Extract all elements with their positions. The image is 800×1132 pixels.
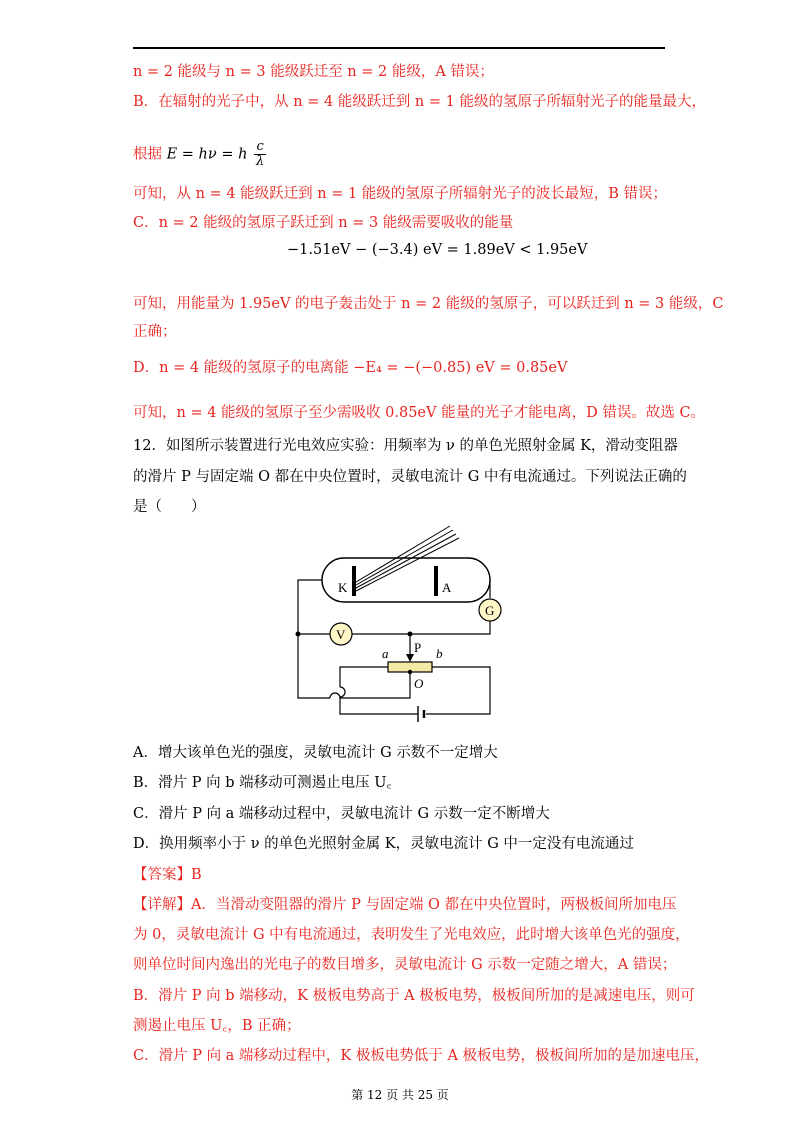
formula-fraction — [254, 140, 266, 169]
option-b: B．滑片 P 向 b 端移动可测遏止电压 U꜀ — [133, 775, 392, 791]
header-rule — [133, 47, 665, 49]
solution-line: 可知，从 n = 4 能级跃迁到 n = 1 能级的氢原子所辐射光子的波长最短，B 错误； — [133, 186, 668, 202]
label-v: V — [336, 627, 346, 642]
detail-line: B．滑片 P 向 b 端移动，K 极板电势高于 A 极板电势，极板间所加的是减速电压，则可 — [133, 988, 695, 1004]
solution-formula-line — [133, 140, 266, 169]
fraction-numerator: c — [254, 140, 266, 155]
formula-prefix: 根据 — [133, 146, 162, 163]
solution-line: B．在辐射的光子中，从 n = 4 能级跃迁到 n = 1 能级的氢原子所辐射光子的能量最大， — [133, 94, 706, 110]
equation-absorb-energy: −1.51eV − (−3.4) eV = 1.89eV < 1.95eV — [287, 242, 588, 258]
solution-line: n = 2 能级与 n = 3 能级跃迁至 n = 2 能级，A 错误； — [133, 64, 494, 80]
detail-line: C．滑片 P 向 a 端移动过程中，K 极板电势低于 A 极板电势，极板间所加的是加速电压， — [133, 1048, 710, 1064]
answer-label: 【答案】B — [133, 867, 202, 883]
solution-line: C．n = 2 能级的氢原子跃迁到 n = 3 能级需要吸收的能量 — [133, 215, 514, 231]
detail-line: 为 0，灵敏电流计 G 中有电流通过，表明发生了光电效应，此时增大该单色光的强度， — [133, 927, 690, 943]
anode-plate-a — [434, 566, 438, 596]
option-a: A．增大该单色光的强度，灵敏电流计 G 示数不一定增大 — [133, 745, 498, 761]
label-b-end: b — [436, 646, 443, 661]
label-g: G — [485, 603, 495, 618]
page-footer: 第 12 页 共 25 页 — [351, 1088, 449, 1102]
photoelectric-circuit-diagram — [290, 522, 510, 722]
detail-line: 则单位时间内逸出的光电子的数目增多，灵敏电流计 G 示数一定随之增大，A 错误； — [133, 957, 677, 973]
label-a: A — [442, 580, 452, 595]
detail-line: 【详解】A．当滑动变阻器的滑片 P 与固定端 O 都在中央位置时，两极板间所加电压 — [133, 897, 677, 913]
label-o: O — [414, 676, 424, 691]
detail-line: 测遏止电压 U꜀，B 正确； — [133, 1018, 301, 1034]
solution-line: 可知，用能量为 1.95eV 的电子轰击处于 n = 2 能级的氢原子，可以跃迁到 n = 3 能级，C — [133, 296, 724, 312]
solution-line: 正确； — [133, 324, 177, 340]
question-stem: 12．如图所示装置进行光电效应实验：用频率为 ν 的单色光照射金属 K，滑动变阻器 — [133, 438, 678, 454]
label-k: K — [338, 580, 348, 595]
slider-p-arrow — [406, 654, 414, 662]
cathode-plate-k — [352, 566, 356, 596]
solution-line: D．n = 4 能级的氢原子的电离能 −E₄ = −(−0.85) eV = 0.85eV — [133, 360, 568, 376]
formula-energy: E = hν = h — [166, 146, 248, 163]
option-c: C．滑片 P 向 a 端移动过程中，灵敏电流计 G 示数一定不断增大 — [133, 806, 550, 822]
label-p: P — [414, 640, 422, 655]
label-a-end: a — [382, 646, 389, 661]
option-d: D．换用频率小于 ν 的单色光照射金属 K，灵敏电流计 G 中一定没有电流通过 — [133, 836, 634, 852]
question-stem: 的滑片 P 与固定端 O 都在中央位置时，灵敏电流计 G 中有电流通过。下列说法正确的 — [133, 469, 687, 485]
question-stem: 是（ ） — [133, 499, 206, 515]
fraction-denominator: λ — [256, 154, 265, 169]
solution-line: 可知，n = 4 能级的氢原子至少需吸收 0.85eV 能量的光子才能电离，D 错误。故选 C。 — [133, 405, 706, 421]
